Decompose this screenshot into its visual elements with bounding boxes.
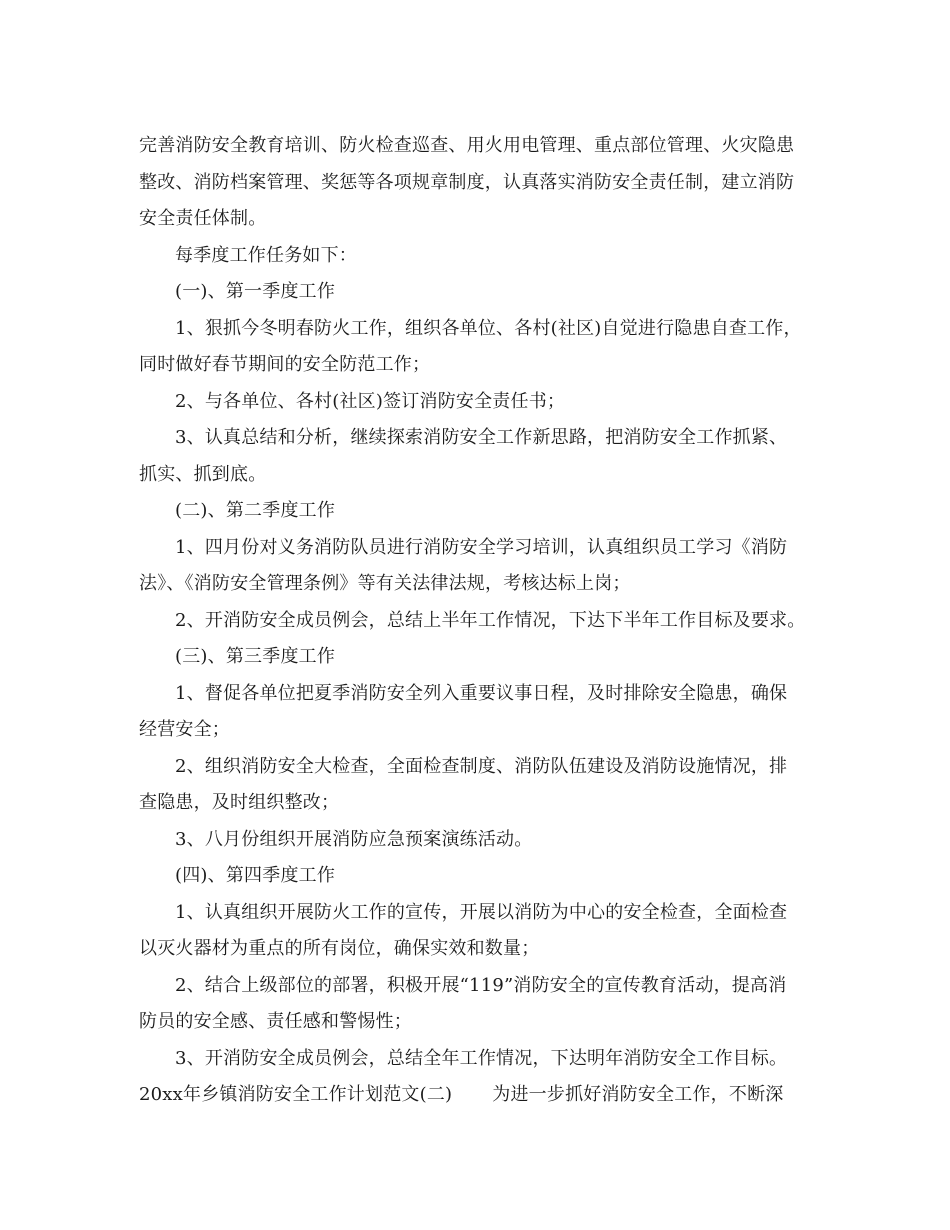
paragraph-line: 法》、《消防安全管理条例》等有关法律法规，考核达标上岗； (139, 573, 631, 594)
paragraph-line: (二)、第二季度工作 (175, 500, 336, 521)
paragraph-line: 以灭火器材为重点的所有岗位，确保实效和数量； (139, 938, 540, 959)
section-title: 20xx年乡镇消防安全工作计划范文(二) (139, 1084, 453, 1105)
paragraph-line: (四)、第四季度工作 (175, 865, 336, 886)
paragraph-line: 3、开消防安全成员例会，总结全年工作情况，下达明年消防安全工作目标。 (175, 1047, 788, 1069)
paragraph-line: 1、督促各单位把夏季消防安全列入重要议事日程，及时排除安全隐患，确保 (175, 682, 788, 704)
paragraph-line: 2、与各单位、各村(社区)签订消防安全责任书； (175, 390, 566, 412)
paragraph-line: 2、开消防安全成员例会，总结上半年工作情况，下达下半年工作目标及要求。 (175, 609, 806, 631)
paragraph-line: (三)、第三季度工作 (175, 646, 336, 667)
paragraph-line: 3、认真总结和分析，继续探索消防安全工作新思路，把消防安全工作抓紧、 (175, 427, 788, 448)
paragraph-line: 3、八月份组织开展消防应急预案演练活动。 (175, 828, 533, 850)
paragraph-line: 1、认真组织开展防火工作的宣传，开展以消防为中心的安全检查，全面检查 (175, 901, 788, 923)
paragraph-line: 完善消防安全教育培训、防火检查巡查、用火用电管理、重点部位管理、火灾隐患 (139, 135, 795, 156)
paragraph-line: 每季度工作任务如下： (175, 244, 357, 266)
paragraph-line: 同时做好春节期间的安全防范工作； (139, 354, 431, 375)
paragraph-line: 抓实、抓到底。 (139, 463, 267, 485)
paragraph-line: 经营安全； (139, 719, 230, 740)
paragraph-line: 防员的安全感、责任感和警惕性； (139, 1011, 412, 1032)
paragraph-line: 1、四月份对义务消防队员进行消防安全学习培训，认真组织员工学习《消防 (175, 536, 788, 558)
paragraph-line: 2、结合上级部位的部署，积极开展“119”消防安全的宣传教育活动，提高消 (175, 974, 787, 996)
paragraph-line: 安全责任体制。 (139, 208, 267, 229)
paragraph-line: (一)、第一季度工作 (175, 281, 336, 302)
document-body (139, 128, 819, 1114)
paragraph-start-text: 为进一步抓好消防安全工作，不断深 (492, 1084, 784, 1105)
paragraph-line: 1、狠抓今冬明春防火工作，组织各单位、各村(社区)自觉进行隐患自查工作， (175, 317, 802, 339)
paragraph-line: 2、组织消防安全大检查，全面检查制度、消防队伍建设及消防设施情况，排 (175, 755, 788, 777)
paragraph-line: 查隐患，及时组织整改； (139, 792, 340, 813)
section-title-line (139, 1077, 819, 1114)
paragraph-line: 整改、消防档案管理、奖惩等各项规章制度，认真落实消防安全责任制，建立消防 (139, 171, 795, 193)
